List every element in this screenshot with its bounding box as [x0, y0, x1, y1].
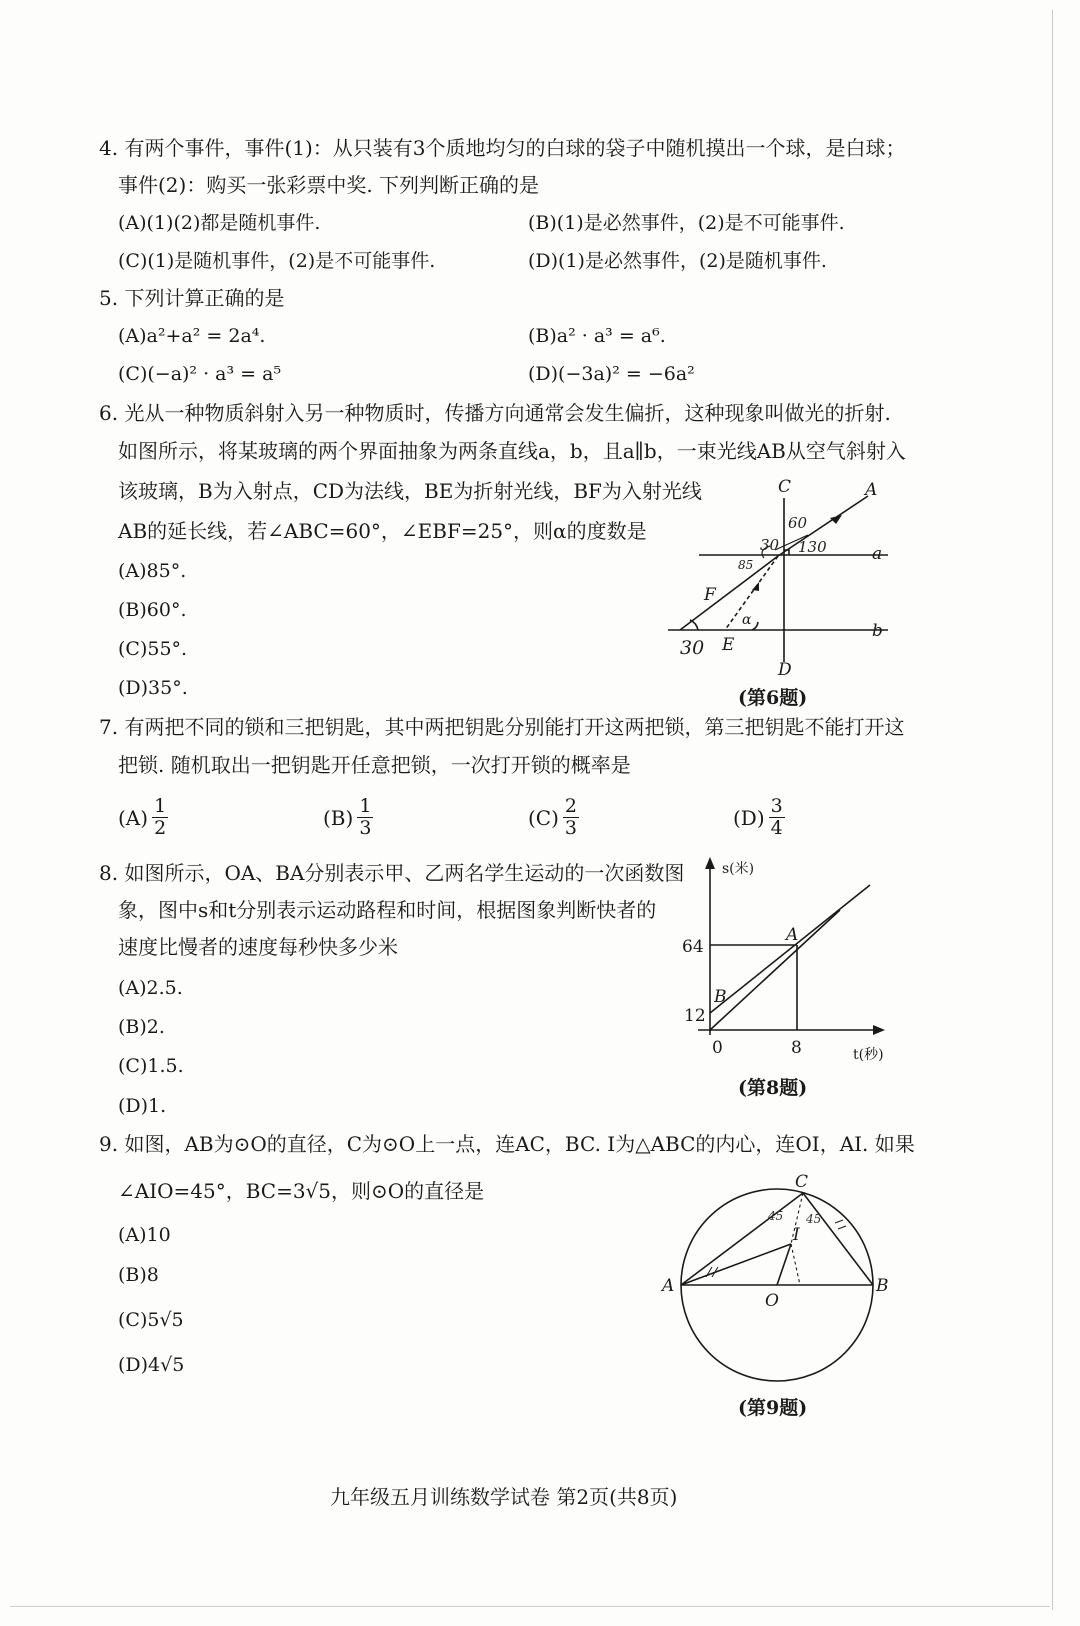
label-alpha: α [742, 612, 752, 628]
segment-oi [777, 1244, 791, 1285]
page-edge [1052, 10, 1053, 1610]
q4-stem-line1: 4. 有两个事件，事件(1)：从只装有3个质地均匀的白球的袋子中随机摸出一个球，是白球； [99, 136, 906, 160]
alpha-arc [752, 622, 758, 630]
q6-stem-line4: AB的延长线，若∠ABC=60°，∠EBF=25°，则α的度数是 [118, 519, 647, 543]
handwritten-30: 30 [760, 536, 780, 554]
q7-option-c: (C) $\frac{2}{3}$ [528, 795, 578, 839]
y-axis-label: s(米) [722, 861, 755, 877]
label-line-b: b [872, 621, 883, 641]
q8-option-c: (C)1.5. [118, 1055, 184, 1077]
label-a-point: A [865, 480, 878, 500]
q8-stem-line1: 8. 如图所示，OA、BA分别表示甲、乙两名学生运动的一次函数图 [99, 861, 685, 885]
q7-option-d-numerator: 3 [770, 795, 783, 817]
q5-stem: 5. 下列计算正确的是 [99, 286, 285, 310]
q8-option-d: (D)1. [118, 1095, 167, 1117]
q9-figure [660, 1165, 900, 1395]
arrow-icon [830, 515, 842, 524]
q5-option-d: (D)(−3a)² = −6a² [528, 363, 695, 385]
q4-option-b: (B)(1)是必然事件，(2)是不可能事件. [528, 212, 845, 234]
label-point-i: I [793, 1225, 800, 1245]
label-f: F [704, 585, 716, 605]
q5-option-c: (C)(−a)² · a³ = a⁵ [118, 363, 282, 385]
handwritten-85: 85 [738, 558, 754, 572]
label-e: E [722, 635, 735, 655]
q8-caption: (第8题) [738, 1077, 808, 1099]
q8-graph [670, 845, 900, 1065]
tick-origin: 0 [712, 1038, 723, 1058]
q7-option-d: (D) $\frac{3}{4}$ [733, 795, 783, 839]
line-ba [710, 885, 870, 1013]
page-edge [10, 1606, 1050, 1607]
label-point-o: O [765, 1291, 779, 1311]
label-line-a: a [872, 544, 883, 564]
angle-mark [835, 1220, 846, 1229]
q9-stem-line1: 9. 如图，AB为⊙O的直径，C为⊙O上一点，连AC，BC. I为△ABC的内心，连OI，AI. 如果 [99, 1132, 915, 1156]
q9-caption: (第9题) [738, 1397, 808, 1419]
point-b-label: B [714, 987, 727, 1007]
line-oa [710, 910, 840, 1030]
arrow-icon [873, 1025, 885, 1035]
tick-8: 8 [791, 1038, 802, 1058]
q7-option-c-denominator: 3 [564, 817, 578, 839]
q7-option-a-denominator: 2 [154, 817, 167, 839]
q7-option-c-numerator: 2 [564, 795, 578, 817]
arrow-icon [705, 857, 715, 869]
q6-stem-line2: 如图所示，将某玻璃的两个界面抽象为两条直线a，b，且a∥b，一束光线AB从空气斜射入 [118, 439, 906, 463]
q7-stem-line1: 7. 有两把不同的锁和三把钥匙，其中两把钥匙分别能打开这两把锁，第三把钥匙不能打开这 [99, 715, 905, 739]
q9-option-c: (C)5√5 [118, 1309, 184, 1331]
q9-option-a: (A)10 [118, 1224, 171, 1246]
ray-be [680, 556, 778, 630]
q6-figure [660, 470, 900, 690]
q8-stem-line2: 象，图中s和t分别表示运动路程和时间，根据图象判断快者的 [118, 898, 657, 922]
q8-option-b: (B)2. [118, 1016, 165, 1038]
label-c: C [778, 477, 792, 497]
q6-option-a: (A)85°. [118, 560, 187, 582]
label-point-b: B [876, 1276, 889, 1296]
handwritten-45-a: 45 [768, 1209, 784, 1223]
q7-stem-line2: 把锁. 随机取出一把钥匙开任意把锁，一次打开锁的概率是 [118, 753, 631, 777]
handwritten-45-b: 45 [806, 1212, 822, 1226]
q5-option-a: (A)a²+a² = 2a⁴. [118, 325, 266, 347]
q6-option-c: (C)55°. [118, 638, 188, 660]
q8-stem-line3: 速度比慢者的速度每秒快多少米 [118, 935, 398, 959]
chord-ac [681, 1193, 803, 1285]
q6-caption: (第6题) [738, 687, 808, 709]
q7-option-b: (B) $\frac{1}{3}$ [323, 795, 372, 839]
point-a-label: A [786, 925, 799, 945]
q5-option-b: (B)a² · a³ = a⁶. [528, 325, 666, 347]
q4-option-c: (C)(1)是随机事件，(2)是不可能事件. [118, 250, 436, 272]
handwritten-30b: 30 [680, 637, 705, 659]
q9-option-d: (D)4√5 [118, 1354, 185, 1376]
q4-stem-line2: 事件(2)：购买一张彩票中奖. 下列判断正确的是 [118, 173, 540, 197]
q6-option-b: (B)60°. [118, 599, 187, 621]
q7-option-a-numerator: 1 [154, 795, 167, 817]
q7-option-a: (A) $\frac{1}{2}$ [118, 795, 167, 839]
segment-ib [791, 1244, 800, 1285]
tick-64: 64 [682, 937, 704, 957]
page-footer: 九年级五月训练数学试卷 第2页(共8页) [330, 1485, 678, 1509]
label-point-c: C [795, 1172, 809, 1192]
q4-option-d: (D)(1)是必然事件，(2)是随机事件. [528, 250, 827, 272]
q4-option-a: (A)(1)(2)都是随机事件. [118, 212, 321, 234]
q6-option-d: (D)35°. [118, 677, 188, 699]
segment-ai [681, 1244, 791, 1285]
q7-option-b-denominator: 3 [359, 817, 372, 839]
handwritten-60: 60 [788, 514, 808, 532]
q9-stem-line2: ∠AIO=45°，BC=3√5，则⊙O的直径是 [118, 1179, 485, 1203]
q7-option-d-denominator: 4 [770, 817, 783, 839]
angle-30-arc [690, 620, 698, 630]
chord-bc [803, 1193, 873, 1285]
q9-option-b: (B)8 [118, 1264, 159, 1286]
tick-12: 12 [684, 1006, 706, 1026]
q8-option-a: (A)2.5. [118, 977, 183, 999]
label-d: D [778, 660, 792, 680]
arrow-icon [752, 582, 759, 591]
q6-stem-line1: 6. 光从一种物质斜射入另一种物质时，传播方向通常会发生偏折，这种现象叫做光的折射. [99, 401, 891, 425]
q7-option-b-numerator: 1 [359, 795, 372, 817]
q6-stem-line3: 该玻璃，B为入射点，CD为法线，BE为折射光线，BF为入射光线 [118, 479, 702, 503]
label-point-a: A [662, 1276, 675, 1296]
handwritten-130: 130 [798, 538, 827, 556]
x-axis-label: t(秒) [853, 1047, 884, 1063]
